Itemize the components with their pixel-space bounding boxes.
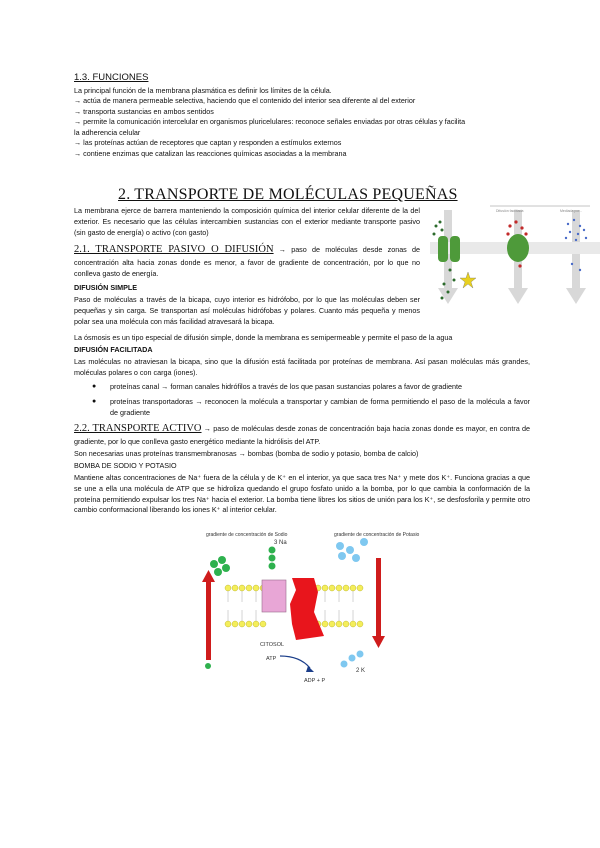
section-22-heading: 2.2. TRANSPORTE ACTIVO xyxy=(74,423,202,434)
three-na-label: 3 Na xyxy=(274,540,287,546)
diffusion-figure xyxy=(430,200,600,310)
gradient-arrow-head xyxy=(566,288,586,304)
function-line: La principal función de la membrana plasmática es definir los límites de la célula. xyxy=(74,86,332,95)
bullet-carrier-proteins: proteínas transportadoras → reconocen la molécula a transportar y cambian de forma permitiendo el paso de la molécula a favor de gradiente xyxy=(110,397,530,417)
channel-protein xyxy=(450,236,460,262)
section-21-heading: 2.1. TRANSPORTE PASIVO O DIFUSIÓN xyxy=(74,244,274,255)
na-gradient-arrow xyxy=(206,580,211,660)
star-molecule xyxy=(460,272,476,288)
section-13-heading: 1.3. FUNCIONES xyxy=(74,72,149,83)
pump-text: Mantiene altas concentraciones de Na⁺ fuera de la célula y de K⁺ en el interior, ya que saca tres Na⁺ y mete dos K⁺. Funciona gracias a que se une a ella una molécula de ATP que se hidroliza quedando el grupo fosfato unido a la bomba, por lo que cambia la conformación de la proteína permitiendo expulsar los tres Na⁺ hacia el exterior. La bomba tiene libres los sitios de unión para los K⁺, se desfosforila y permite otro cambio conformacional liberando los iones K⁺ al interior celular. xyxy=(74,473,530,515)
function-line: → permite la comunicación intercelular en organismos pluricelulares: reconoce señales enviadas por otras células y facilita xyxy=(74,117,466,127)
function-line: → actúa de manera permeable selectiva, haciendo que el contenido del interior sea diferente al del exterior xyxy=(74,96,416,106)
channel-protein xyxy=(438,236,448,262)
function-line: la adherencia celular xyxy=(74,127,141,137)
section-22-paragraph xyxy=(74,421,530,448)
function-line: → las proteínas actúan de receptores que captan y responden a estímulos externos xyxy=(74,138,342,148)
simple-diffusion-text: Paso de moléculas a través de la bicapa, cuyo interior es hidrófobo, por lo que las moléculas deben ser pequeñas y sin carga. Se transportan así moléculas hidrófobas y polares. Cuanto más pequeña y menos polar sea una molécula con más facilidad atravesará la bicapa. xyxy=(74,295,420,326)
membrane-protein xyxy=(262,580,286,612)
sodium-potassium-pump-figure xyxy=(192,528,420,688)
na-gradient-label: gradiente de concentración de Sodio xyxy=(206,532,288,538)
bullet-dot: ● xyxy=(92,398,97,405)
facilitated-diffusion-text: Las moléculas no atraviesan la bicapa, sino que la difusión está facilitada por proteínas de membrana. Así pasan moléculas más grandes, moléculas polares o con carga (iones). xyxy=(74,357,530,377)
k-gradient-arrow-head xyxy=(372,636,385,648)
section-13-body xyxy=(74,86,465,159)
two-k-label: 2 K xyxy=(356,668,366,674)
figure-label: Mediada por... xyxy=(560,209,583,213)
bullet-channel-proteins: proteínas canal → forman canales hidrófilos a través de los que pasan sustancias polares a favor de gradiente xyxy=(110,382,462,391)
section-21-paragraph xyxy=(74,242,420,279)
adp-label: ADP + P xyxy=(304,678,326,684)
osmosis-text: La ósmosis es un tipo especial de difusión simple, donde la membrana es semipermeable y permite el paso de la agua xyxy=(74,333,453,342)
simple-diffusion-heading: DIFUSIÓN SIMPLE xyxy=(74,283,138,292)
gradient-arrow-head xyxy=(508,288,528,304)
carrier-protein xyxy=(507,234,529,262)
section-22-text: → paso de moléculas desde zonas de concentración baja hacia zonas donde es mayor, en contra de gradiente, por lo que conlleva gasto energético mediante la hidrólisis del ATP. xyxy=(74,424,530,446)
atp-arrow-head xyxy=(306,666,314,672)
facilitated-diffusion-heading: DIFUSIÓN FACILITADA xyxy=(74,345,153,354)
atp-arrow xyxy=(280,656,310,668)
potassium-ions xyxy=(336,538,368,668)
section-2-heading: 2. TRANSPORTE DE MOLÉCULAS PEQUEÑAS xyxy=(118,186,458,203)
atp-label: ATP xyxy=(266,656,277,662)
gradient-arrow-head xyxy=(438,288,458,304)
function-line: → transporta sustancias en ambos sentidos xyxy=(74,106,214,116)
pump-heading: BOMBA DE SODIO Y POTASIO xyxy=(74,461,177,470)
intro-paragraph: La membrana ejerce de barrera manteniendo la composición química del interior celular diferente de la del exterior. Es necesario que las células intercambien sustancias con el exterior mediante transporte pasivo (sin gasto de energía) o activo (con gasto) xyxy=(74,206,420,237)
lipid-heads-top xyxy=(225,585,363,591)
function-line: → contiene enzimas que catalizan las reacciones químicas asociadas a la membrana xyxy=(74,148,347,158)
k-gradient-label: gradiente de concentración de Potasio xyxy=(334,532,420,538)
citosol-label: CITOSOL xyxy=(260,642,285,648)
k-gradient-arrow xyxy=(376,558,381,638)
section-22-pumps: Son necesarias unas proteínas transmembranosas → bombas (bomba de sodio y potasio, bomba de calcio) xyxy=(74,449,419,458)
bullet-dot: ● xyxy=(92,383,97,390)
section-21-text: → paso de moléculas desde zonas de concentración alta hacia zonas donde es menor, a favor de gradiente de concentración, por lo que no conlleva gasto de energía. xyxy=(74,245,420,278)
figure-label: Difusión facilitada xyxy=(496,209,524,213)
na-gradient-arrow-head xyxy=(202,570,215,582)
